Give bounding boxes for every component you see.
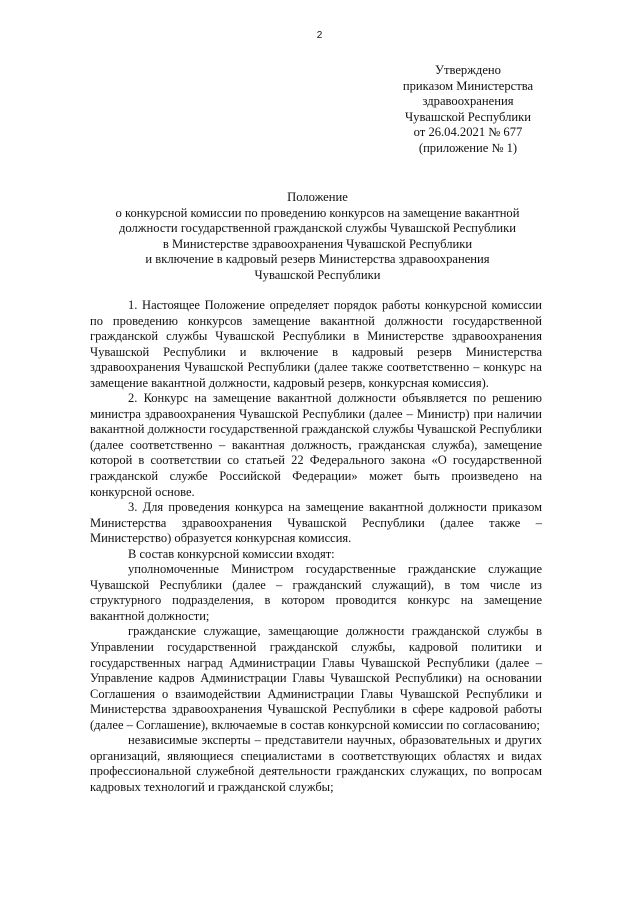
paragraph: независимые эксперты – представители научных, образовательных и других организаций, являющиеся специалистами в соответствующих областях и видах профессиональной служебной деятельности гражданских служащих, по вопросам кадровых технологий и гражданской службы; [90, 733, 542, 794]
paragraph: 1. Настоящее Положение определяет порядок работы конкурсной комиссии по проведению конкурсов замещение вакантной должности государственной гражданской службы Чувашской Республики в Министерстве здравоохранения Чувашской Республики и включение в кадровый резерв Министерства здравоохранения Чувашской Республики (далее также соответственно – конкурс на замещение вакантной должности, кадровый резерв, конкурсная комиссия). [90, 298, 542, 390]
page-number: 2 [316, 30, 323, 41]
approval-line: приказом Министерства [402, 78, 534, 93]
title-line: и включение в кадровый резерв Министерства здравоохранения [145, 252, 490, 267]
approval-stamp-block [388, 63, 548, 157]
title-line: должности государственной гражданской службы Чувашской Республики [118, 221, 517, 236]
paragraph: 3. Для проведения конкурса на замещение вакантной должности приказом Министерства здравоохранения Чувашской Республики (далее также – Министерство) образуется конкурсная комиссия. [90, 500, 542, 546]
paragraph: уполномоченные Министром государственные гражданские служащие Чувашской Республики (далее – гражданский служащий), в том числе из структурного подразделения, в котором проводится конкурс на замещение вакантной должности; [90, 562, 542, 623]
approval-line: (приложение № 1) [418, 140, 518, 155]
paragraph: 2. Конкурс на замещение вакантной должности объявляется по решению министра здравоохранения Чувашской Республики (далее – Министр) при наличии вакантной должности государственной гражданской службы Чувашской Республики (далее соответственно – вакантная должность, гражданская служба), замещение которой в соответствии со статьей 22 Федерального закона «О государственной гражданской службе Российской Федерации» может быть произведено на конкурсной основе. [90, 391, 542, 499]
title-line: Положение [287, 190, 348, 204]
approval-line: здравоохранения [422, 94, 514, 109]
title-line: Чувашской Республики [254, 267, 381, 282]
document-body [90, 298, 542, 796]
approval-line: Чувашской Республики [405, 109, 531, 124]
document-title [95, 190, 540, 284]
paragraph: В состав конкурсной комиссии входят: [128, 546, 335, 561]
approval-line: Утверждено [435, 63, 501, 77]
title-line: в Министерстве здравоохранения Чувашской Республики [162, 236, 473, 251]
paragraph: гражданские служащие, замещающие должности гражданской службы в Управлении государственной гражданской службы, кадровой политики и государственных наград Администрации Главы Чувашской Республики (далее – Управление кадров Администрации Главы Чувашской Республики) на основании Соглашения о взаимодействии Администрации Главы Чувашской Республики и Министерства здравоохранения Чувашской Республики в сфере кадровой работы (далее – Соглашение), включаемые в состав конкурсной комиссии по согласованию; [90, 624, 542, 732]
approval-line: от 26.04.2021 № 677 [413, 125, 523, 140]
title-line: о конкурсной комиссии по проведению конкурсов на замещение вакантной [115, 205, 520, 220]
